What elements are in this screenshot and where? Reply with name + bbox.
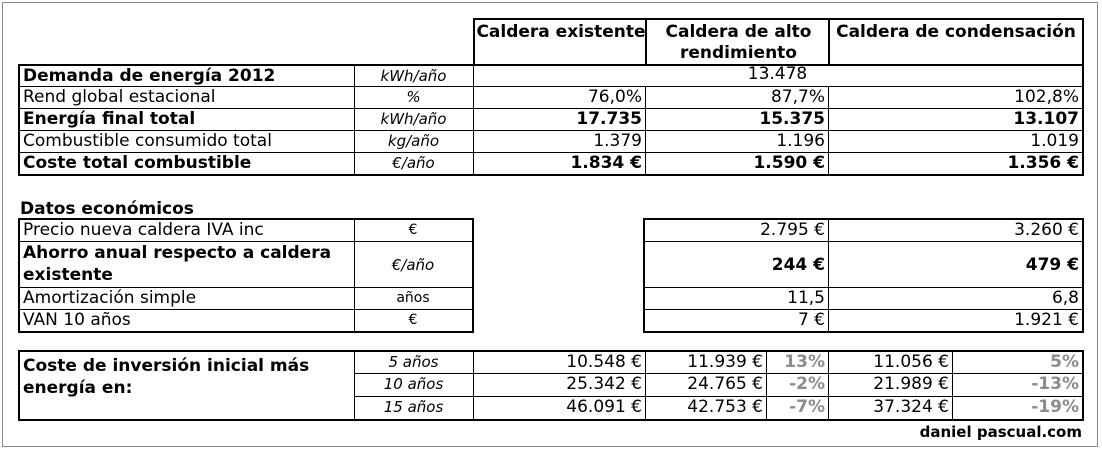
inv-row-5-period: 5 años: [354, 350, 474, 374]
inv-row-15-v1: 46.091 €: [473, 396, 646, 421]
investment-label: Coste de inversión inicial más energía en:: [18, 350, 355, 421]
inv-row-15-v3: 37.324 €: [828, 396, 953, 421]
row-rend-v3: 102,8%: [828, 86, 1084, 109]
row-coste-total-v1: 1.834 €: [473, 152, 646, 176]
inv-row-10-v1: 25.342 €: [473, 373, 646, 397]
inv-row-5-p3: 5%: [952, 350, 1084, 374]
header-col-existente: Caldera existente: [473, 18, 647, 66]
row-precio-unit: €: [354, 218, 474, 242]
row-van-unit: €: [354, 309, 474, 333]
row-ahorro-v3: 479 €: [828, 241, 1084, 288]
row-rend-label: Rend global estacional: [18, 86, 355, 109]
inv-row-10-v2: 24.765 €: [645, 373, 767, 397]
inv-row-15-p2: -7%: [766, 396, 829, 421]
row-precio-v2: 2.795 €: [643, 218, 829, 242]
row-combustible-v2: 1.196: [645, 130, 829, 153]
inv-row-15-p3: -19%: [952, 396, 1084, 421]
row-rend-unit: %: [354, 86, 474, 109]
row-amortizacion-label: Amortización simple: [18, 287, 355, 310]
header-col-alto-rendimiento: Caldera de alto rendimiento: [645, 18, 830, 66]
row-coste-total-v2: 1.590 €: [645, 152, 829, 176]
row-combustible-v1: 1.379: [473, 130, 646, 153]
row-coste-total-v3: 1.356 €: [828, 152, 1084, 176]
row-van-v2: 7 €: [643, 309, 829, 333]
row-amortizacion-v2: 11,5: [643, 287, 829, 310]
inv-row-15-v2: 42.753 €: [645, 396, 767, 421]
row-coste-total-unit: €/año: [354, 152, 474, 176]
inv-row-10-period: 10 años: [354, 373, 474, 397]
row-energia-final-v2: 15.375: [645, 108, 829, 131]
row-ahorro-v2: 244 €: [643, 241, 829, 288]
inv-row-5-v2: 11.939 €: [645, 350, 767, 374]
section-title-datos-economicos: Datos económicos: [20, 199, 194, 219]
row-amortizacion-unit: años: [354, 287, 474, 310]
inv-row-15-period: 15 años: [354, 396, 474, 421]
inv-row-10-p2: -2%: [766, 373, 829, 397]
row-ahorro-unit: €/año: [354, 241, 474, 288]
row-amortizacion-v3: 6,8: [828, 287, 1084, 310]
row-coste-total-label: Coste total combustible: [18, 152, 355, 176]
credit-text: daniel pascual.com: [919, 423, 1082, 441]
row-rend-v2: 87,7%: [645, 86, 829, 109]
inv-row-5-v1: 10.548 €: [473, 350, 646, 374]
inv-row-5-v3: 11.056 €: [828, 350, 953, 374]
row-ahorro-label: Ahorro anual respecto a caldera existente: [18, 241, 355, 288]
inv-row-5-p2: 13%: [766, 350, 829, 374]
row-van-v3: 1.921 €: [828, 309, 1084, 333]
row-van-label: VAN 10 años: [18, 309, 355, 333]
row-precio-v3: 3.260 €: [828, 218, 1084, 242]
row-energia-final-v1: 17.735: [473, 108, 646, 131]
row-combustible-unit: kg/año: [354, 130, 474, 153]
row-energia-final-unit: kWh/año: [354, 108, 474, 131]
row-energia-final-v3: 13.107: [828, 108, 1084, 131]
inv-row-10-v3: 21.989 €: [828, 373, 953, 397]
row-energia-final-label: Energía final total: [18, 108, 355, 131]
row-precio-label: Precio nueva caldera IVA inc: [18, 218, 355, 242]
row-demanda-label: Demanda de energía 2012: [18, 64, 355, 87]
row-combustible-label: Combustible consumido total: [18, 130, 355, 153]
header-col-condensacion: Caldera de condensación: [828, 18, 1084, 66]
inv-row-10-p3: -13%: [952, 373, 1084, 397]
row-demanda-unit: kWh/año: [354, 64, 474, 87]
row-rend-v1: 76,0%: [473, 86, 646, 109]
row-demanda-merged-value: 13.478: [473, 64, 1084, 87]
row-combustible-v3: 1.019: [828, 130, 1084, 153]
